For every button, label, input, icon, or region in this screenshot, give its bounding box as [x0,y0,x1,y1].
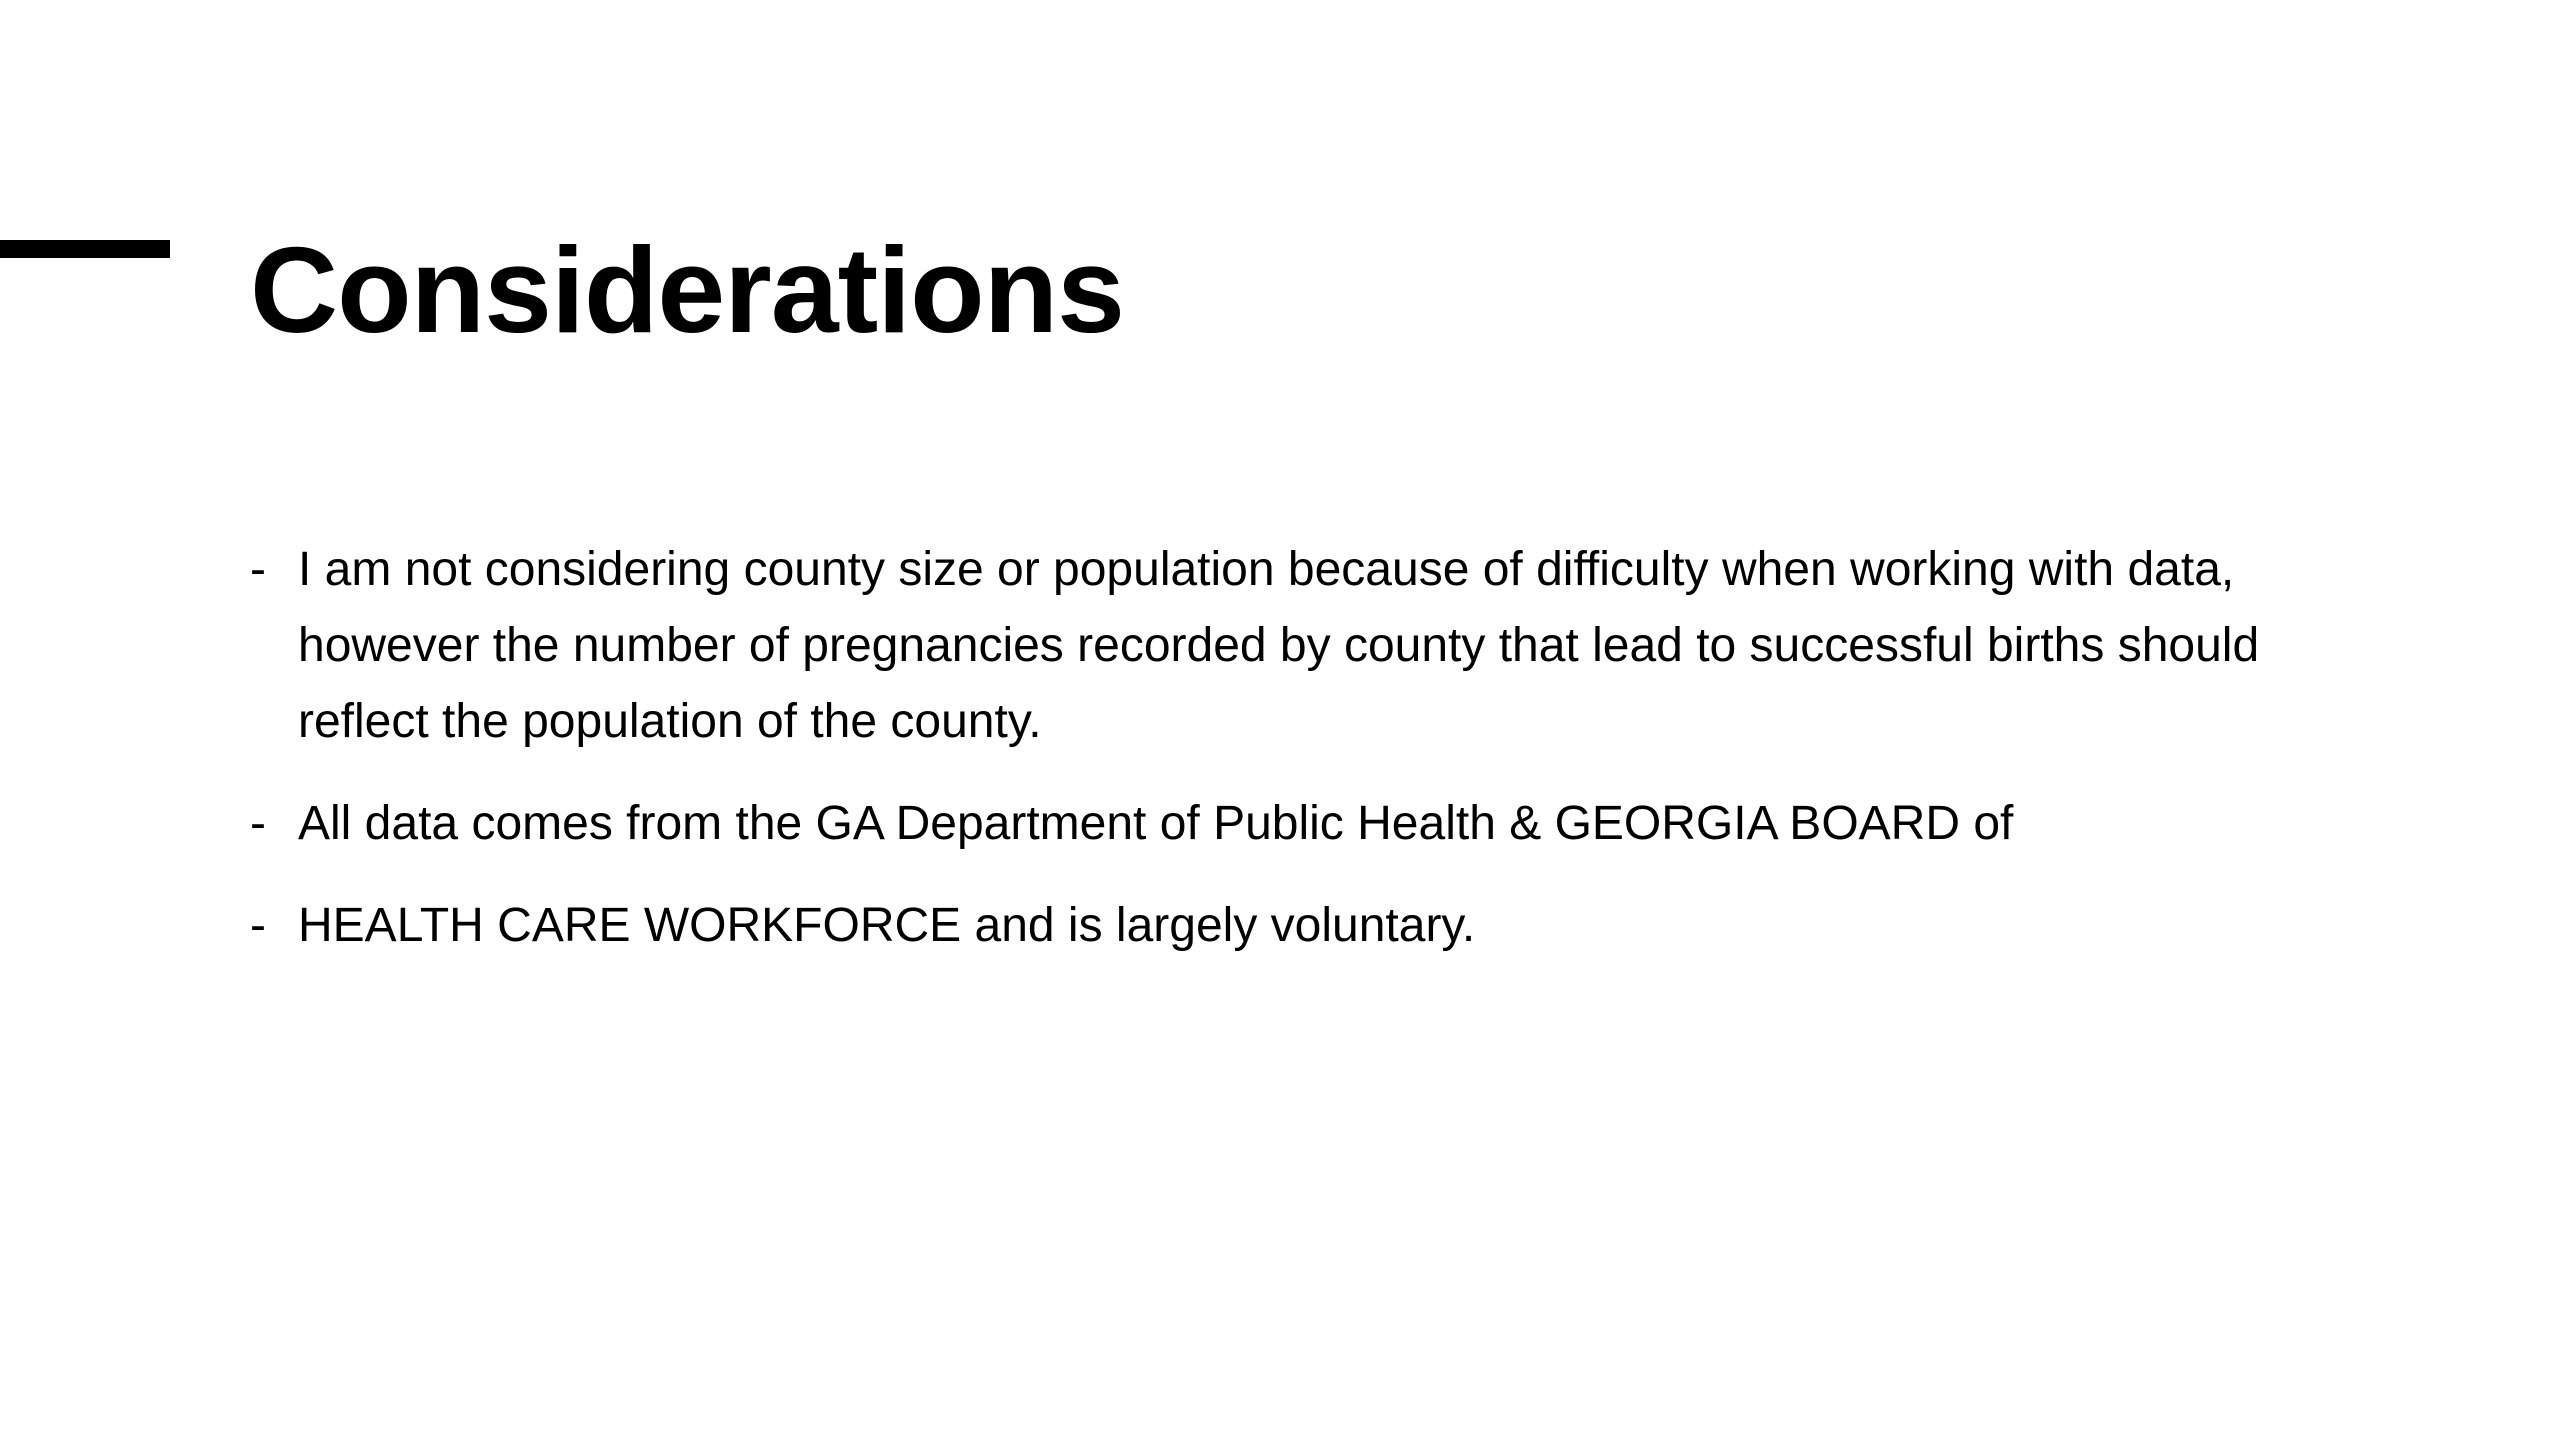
bullet-text-2: All data comes from the GA Department of Public Health & GEORGIA BOARD of [298,797,2014,850]
bullet-text-3: HEALTH CARE WORKFORCE and is largely voluntary. [298,899,1476,952]
slide-title: Considerations [250,222,1125,358]
title-accent-bar [0,240,170,258]
bullet-text-1: I am not considering county size or population because of difficulty when working with data, however the number of pregnancies recorded by county that lead to successful births should reflect the population of the county. [298,543,2260,748]
bullet-marker: - [250,899,266,952]
bullet-item-1 [250,532,2350,760]
bullet-item-2 [250,786,2350,862]
bullet-list [250,532,2350,990]
bullet-item-3 [250,888,2350,964]
bullet-marker: - [250,543,266,596]
bullet-marker: - [250,797,266,850]
